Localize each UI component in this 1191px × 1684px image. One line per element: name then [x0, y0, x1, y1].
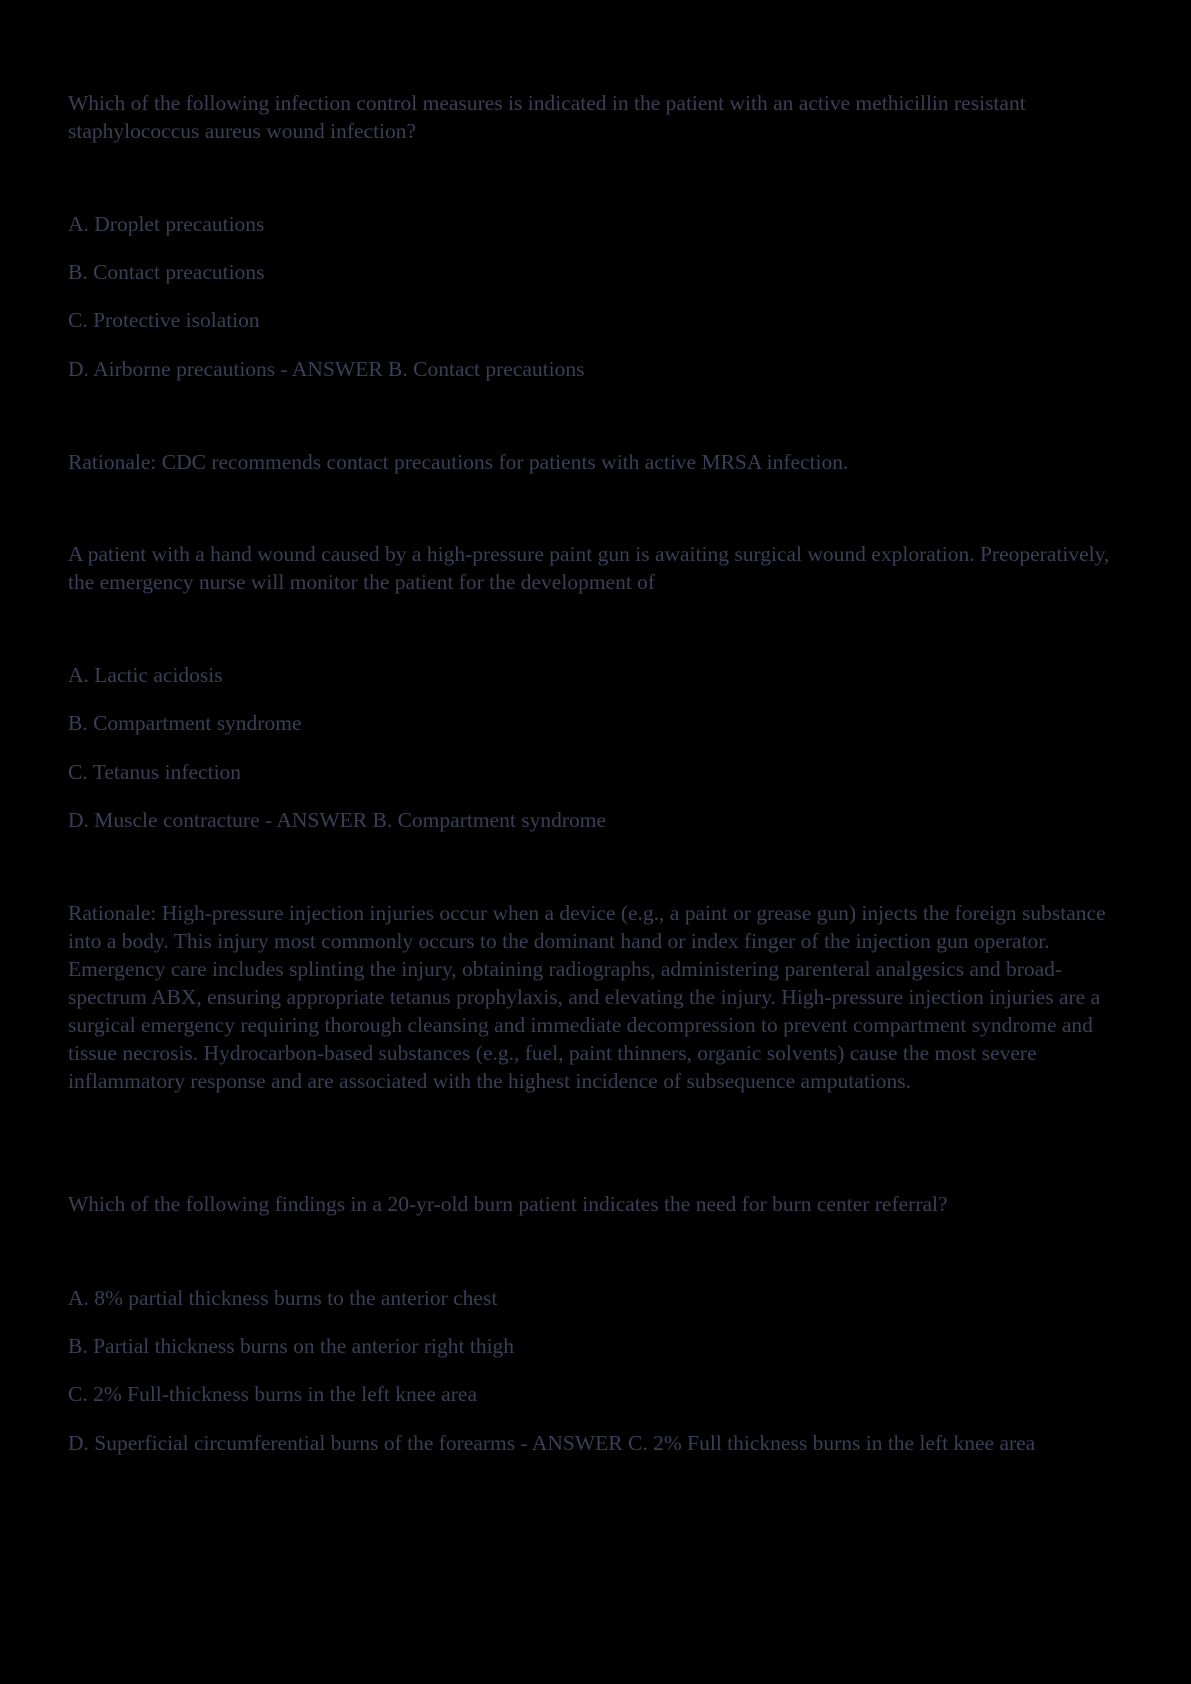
question-2-rationale: Rationale: High-pressure injection injuries occur when a device (e.g., a paint or grease gun) injects the foreign substance into a body. This injury most commonly occurs to the dominant hand or index finger of the injection gun operator. Emergency care includes splinting the injury, obtaining radiographs, administering parenteral analgesics and broad-spectrum ABX, ensuring appropriate tetanus prophylaxis, and elevating the injury. High-pressure injection injuries are a surgical emergency requiring thorough cleansing and immediate decompression to prevent compartment syndrome and tissue necrosis. Hydrocarbon-based substances (e.g., fuel, paint thinners, organic solvents) cause the most severe inflammatory response and are associated with the highest incidence of subsequence amputations.: [68, 901, 1106, 1093]
question-1-option-c: C. Protective isolation: [68, 308, 260, 332]
question-2-option-c: C. Tetanus infection: [68, 760, 242, 784]
question-3-stem: Which of the following findings in a 20-yr-old burn patient indicates the need for burn center referral?: [68, 1192, 948, 1216]
question-2-option-a: A. Lactic acidosis: [68, 663, 223, 687]
question-2-stem: A patient with a hand wound caused by a high-pressure paint gun is awaiting surgical wound exploration. Preoperatively, the emergency nurse will monitor the patient for the development of: [68, 542, 1110, 594]
question-2-option-d-answer: D. Muscle contracture - ANSWER B. Compartment syndrome: [68, 808, 606, 832]
question-1-stem: Which of the following infection control measures is indicated in the patient with an active methicillin resistant staphylococcus aureus wound infection?: [68, 91, 1026, 143]
question-1-option-a: A. Droplet precautions: [68, 212, 265, 236]
question-3-option-c: C. 2% Full-thickness burns in the left knee area: [68, 1382, 477, 1406]
question-1-rationale: Rationale: CDC recommends contact precautions for patients with active MRSA infection.: [68, 450, 849, 474]
question-3-option-b: B. Partial thickness burns on the anterior right thigh: [68, 1334, 515, 1358]
question-1-option-d-answer: D. Airborne precautions - ANSWER B. Contact precautions: [68, 357, 585, 381]
question-1-option-b: B. Contact preacutions: [68, 260, 265, 284]
question-2-option-b: B. Compartment syndrome: [68, 711, 302, 735]
question-3-option-d-answer: D. Superficial circumferential burns of the forearms - ANSWER C. 2% Full thickness burns in the left knee area: [68, 1431, 1036, 1455]
question-3-option-a: A. 8% partial thickness burns to the anterior chest: [68, 1286, 498, 1310]
